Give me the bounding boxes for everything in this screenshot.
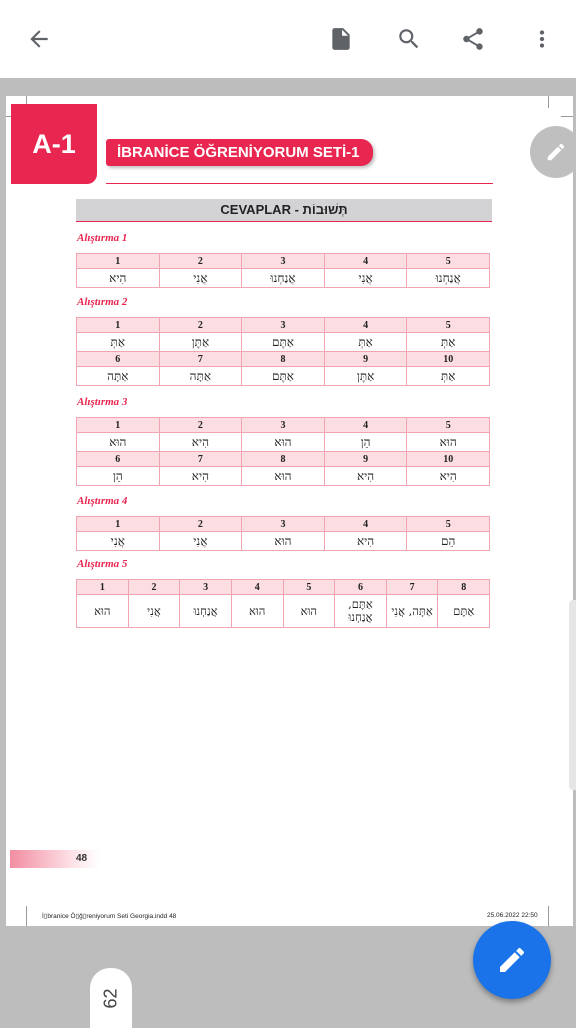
hebrew-answer: אֲנִי bbox=[128, 595, 180, 628]
hebrew-answer: אַתָּה, אֲנִי bbox=[386, 595, 438, 628]
search-icon[interactable] bbox=[390, 20, 428, 58]
hebrew-answer: הוּא bbox=[77, 433, 160, 452]
hebrew-answer: אֲנַחְנוּ bbox=[242, 269, 325, 288]
number-row bbox=[77, 352, 490, 367]
hebrew-answer: אֲנַחְנוּ bbox=[407, 269, 490, 288]
hebrew-answer: הוּא bbox=[283, 595, 335, 628]
question-number: 2 bbox=[159, 517, 242, 532]
question-number: 1 bbox=[77, 254, 160, 269]
hebrew-answer: הִיא bbox=[324, 467, 407, 486]
hebrew-answer: אַתְּ bbox=[407, 333, 490, 352]
crop-mark bbox=[548, 906, 549, 926]
exercise-label: Alıştırma 5 bbox=[77, 558, 128, 570]
hebrew-answer: הִיא bbox=[159, 433, 242, 452]
question-number: 7 bbox=[159, 352, 242, 367]
question-number: 1 bbox=[77, 418, 160, 433]
question-number: 8 bbox=[242, 452, 325, 467]
hebrew-answer: הוּא bbox=[231, 595, 283, 628]
answer-table bbox=[76, 516, 490, 551]
question-number: 4 bbox=[324, 254, 407, 269]
question-number: 5 bbox=[407, 318, 490, 333]
question-number: 4 bbox=[324, 318, 407, 333]
question-number: 2 bbox=[128, 580, 180, 595]
answer-table bbox=[76, 317, 490, 386]
hebrew-answer: אֲנַחְנוּ bbox=[180, 595, 232, 628]
pencil-icon bbox=[496, 944, 528, 976]
exercise-label: Alıştırma 2 bbox=[77, 296, 128, 308]
answer-row bbox=[77, 467, 490, 486]
crop-mark bbox=[561, 116, 573, 117]
answers-heading: CEVAPLAR - תְּשׁוּבוֹת bbox=[76, 199, 492, 222]
question-number: 5 bbox=[283, 580, 335, 595]
hebrew-answer: הוּא bbox=[407, 433, 490, 452]
number-row bbox=[77, 580, 490, 595]
hebrew-answer: אַתְּ bbox=[324, 333, 407, 352]
exercise-label: Alıştırma 4 bbox=[77, 495, 128, 507]
hebrew-answer: הֵן bbox=[324, 433, 407, 452]
hebrew-answer: הוּא bbox=[242, 467, 325, 486]
question-number: 5 bbox=[407, 418, 490, 433]
app-toolbar bbox=[0, 0, 576, 78]
page-indicator-number: 62 bbox=[100, 987, 121, 1009]
question-number: 1 bbox=[77, 580, 129, 595]
number-row bbox=[77, 517, 490, 532]
number-row bbox=[77, 318, 490, 333]
page-number: 48 bbox=[76, 853, 88, 864]
crop-mark bbox=[548, 96, 549, 108]
pencil-icon bbox=[545, 141, 567, 163]
hebrew-answer: אַתֶּם bbox=[242, 333, 325, 352]
hebrew-answer: הֵם bbox=[407, 532, 490, 551]
question-number: 6 bbox=[77, 352, 160, 367]
question-number: 5 bbox=[407, 254, 490, 269]
number-row bbox=[77, 452, 490, 467]
hebrew-answer: אַתֶּם bbox=[242, 367, 325, 386]
question-number: 9 bbox=[324, 452, 407, 467]
hebrew-answer: הִיא bbox=[324, 532, 407, 551]
question-number: 10 bbox=[407, 352, 490, 367]
hebrew-answer: הוּא bbox=[242, 532, 325, 551]
toolbar-shade bbox=[0, 78, 576, 96]
answer-row bbox=[77, 333, 490, 352]
answer-table bbox=[76, 253, 490, 288]
number-row bbox=[77, 418, 490, 433]
answer-row bbox=[77, 532, 490, 551]
hebrew-answer: אַתֶּן bbox=[159, 333, 242, 352]
answer-row bbox=[77, 595, 490, 628]
edit-fab-button[interactable] bbox=[473, 921, 551, 999]
question-number: 3 bbox=[242, 254, 325, 269]
question-number: 6 bbox=[77, 452, 160, 467]
crop-mark bbox=[26, 906, 27, 926]
hebrew-answer: הִיא bbox=[407, 467, 490, 486]
question-number: 10 bbox=[407, 452, 490, 467]
hebrew-answer: אַתָּה bbox=[77, 367, 160, 386]
exercise-label: Alıştırma 1 bbox=[77, 232, 128, 244]
annotate-button[interactable] bbox=[530, 126, 576, 178]
hebrew-answer: אַתֶּן bbox=[324, 367, 407, 386]
page-indicator[interactable] bbox=[90, 968, 132, 1028]
hebrew-answer: הֵן bbox=[77, 467, 160, 486]
answer-row bbox=[77, 367, 490, 386]
question-number: 2 bbox=[159, 254, 242, 269]
scrollbar[interactable] bbox=[569, 600, 576, 790]
question-number: 4 bbox=[324, 418, 407, 433]
question-number: 4 bbox=[231, 580, 283, 595]
title-divider bbox=[106, 183, 493, 184]
hebrew-answer: אֲנִי bbox=[324, 269, 407, 288]
hebrew-answer: אֲנִי bbox=[77, 532, 160, 551]
share-icon[interactable] bbox=[454, 20, 492, 58]
question-number: 3 bbox=[242, 318, 325, 333]
exercise-label: Alıştırma 3 bbox=[77, 396, 128, 408]
question-number: 6 bbox=[335, 580, 387, 595]
question-number: 7 bbox=[386, 580, 438, 595]
hebrew-answer: הוּא bbox=[77, 595, 129, 628]
set-title: İBRANİCE ÖĞRENİYORUM SETİ-1 bbox=[106, 139, 373, 166]
number-row bbox=[77, 254, 490, 269]
question-number: 2 bbox=[159, 418, 242, 433]
hebrew-answer: אֲנִי bbox=[159, 269, 242, 288]
more-vert-icon[interactable] bbox=[523, 20, 561, 58]
question-number: 5 bbox=[407, 517, 490, 532]
footer-timestamp: 25.06.2022 22:50 bbox=[487, 912, 538, 919]
unit-badge: A-1 bbox=[11, 104, 97, 184]
hebrew-answer: אֲנִי bbox=[159, 532, 242, 551]
hebrew-answer: הִיא bbox=[159, 467, 242, 486]
question-number: 8 bbox=[242, 352, 325, 367]
answer-table bbox=[76, 417, 490, 486]
answer-table bbox=[76, 579, 490, 628]
question-number: 1 bbox=[77, 517, 160, 532]
question-number: 3 bbox=[180, 580, 232, 595]
arrow-back-icon[interactable] bbox=[20, 20, 58, 58]
question-number: 3 bbox=[242, 418, 325, 433]
hebrew-answer: אַתְּ bbox=[407, 367, 490, 386]
question-number: 2 bbox=[159, 318, 242, 333]
hebrew-answer: הוּא bbox=[242, 433, 325, 452]
hebrew-answer: אַתֶּם, אֲנַחְנוּ bbox=[335, 595, 387, 628]
question-number: 4 bbox=[324, 517, 407, 532]
question-number: 9 bbox=[324, 352, 407, 367]
answer-row bbox=[77, 269, 490, 288]
hebrew-answer: אַתְּ bbox=[77, 333, 160, 352]
hebrew-answer: אַתֶּם bbox=[438, 595, 490, 628]
footer-filename: İ▯branice Ö▯ğ▯reniyorum Seti Georgia.indd 48 bbox=[42, 913, 177, 920]
answer-row bbox=[77, 433, 490, 452]
question-number: 3 bbox=[242, 517, 325, 532]
question-number: 1 bbox=[77, 318, 160, 333]
hebrew-answer: הִיא bbox=[77, 269, 160, 288]
hebrew-answer: אַתָּה bbox=[159, 367, 242, 386]
document-icon[interactable] bbox=[322, 20, 360, 58]
question-number: 7 bbox=[159, 452, 242, 467]
question-number: 8 bbox=[438, 580, 490, 595]
pdf-page[interactable] bbox=[6, 96, 573, 926]
